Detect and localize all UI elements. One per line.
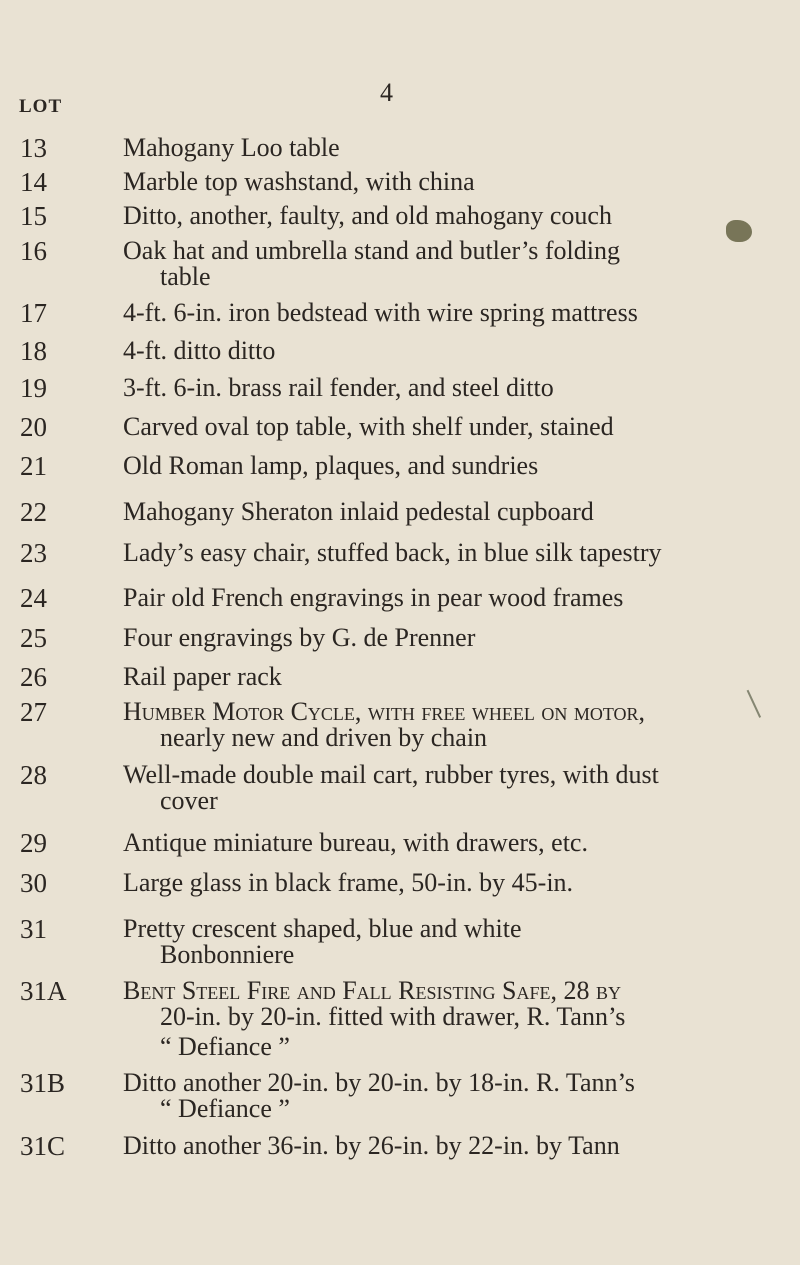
lot-number: 31 [20, 914, 47, 944]
lot-description-continued: Bonbonniere [160, 940, 295, 969]
lot-description: Mahogany Sheraton inlaid pedestal cupboard [123, 497, 594, 526]
lot-description: Old Roman lamp, plaques, and sundries [123, 451, 539, 480]
page-number: 4 [380, 78, 393, 107]
lot-number: 22 [20, 497, 47, 527]
lot-number: 29 [20, 828, 47, 858]
lot-number: 21 [20, 451, 47, 481]
lot-description: Antique miniature bureau, with drawers, etc. [123, 828, 588, 857]
lot-number: 24 [20, 583, 47, 613]
lot-description: Pair old French engravings in pear wood frames [123, 583, 624, 612]
lot-number: 25 [20, 623, 47, 653]
lot-number: 19 [20, 373, 47, 403]
lot-number: 17 [20, 298, 47, 328]
lot-number: 20 [20, 412, 47, 442]
lot-description: Mahogany Loo table [123, 133, 340, 162]
lot-number: 30 [20, 868, 47, 898]
lot-description: Rail paper rack [123, 662, 282, 691]
lot-number: 16 [20, 236, 47, 266]
lot-description: Bent Steel Fire and Fall Resisting Safe, 28 by [123, 976, 621, 1005]
lot-number: 26 [20, 662, 47, 692]
lot-column-header: LOT [19, 96, 63, 117]
lot-description-continued: nearly new and driven by chain [160, 723, 488, 752]
lot-number: 18 [20, 336, 47, 366]
lot-number: 31C [20, 1131, 66, 1161]
lot-description-continued: “ Defiance ” [160, 1032, 290, 1061]
lot-description: Lady’s easy chair, stuffed back, in blue silk tapestry [123, 538, 662, 567]
ink-stain-mark [726, 220, 752, 242]
lot-description: Well-made double mail cart, rubber tyres, with dust [123, 760, 659, 789]
lot-description-continued: cover [160, 786, 218, 815]
lot-description-continued: 20-in. by 20-in. fitted with drawer, R. Tann’s [160, 1002, 626, 1031]
lot-description: Ditto another 36-in. by 26-in. by 22-in. by Tann [123, 1131, 620, 1160]
lot-description: Carved oval top table, with shelf under, stained [123, 412, 614, 441]
lot-number: 31B [20, 1068, 66, 1098]
lot-description: Large glass in black frame, 50-in. by 45-in. [123, 868, 574, 897]
lot-number: 15 [20, 201, 47, 231]
lot-description: Ditto another 20-in. by 20-in. by 18-in. R. Tann’s [123, 1068, 635, 1097]
lot-number: 28 [20, 760, 47, 790]
lot-description: Humber Motor Cycle, with free wheel on motor, [123, 697, 646, 726]
lot-description: Ditto, another, faulty, and old mahogany couch [123, 201, 612, 230]
lot-description: 4-ft. ditto ditto [123, 336, 276, 365]
lot-description: Oak hat and umbrella stand and butler’s folding [123, 236, 621, 265]
lot-description: Four engravings by G. de Prenner [123, 623, 476, 652]
lot-description: 4-ft. 6-in. iron bedstead with wire spring mattress [123, 298, 638, 327]
lot-description-continued: table [160, 262, 211, 291]
lot-description: 3-ft. 6-in. brass rail fender, and steel ditto [123, 373, 554, 402]
lot-description: Marble top washstand, with china [123, 167, 475, 196]
lot-description-continued: “ Defiance ” [160, 1094, 290, 1123]
lot-number: 23 [20, 538, 47, 568]
lot-number: 31A [20, 976, 67, 1006]
lot-number: 27 [20, 697, 47, 727]
lot-number: 13 [20, 133, 47, 163]
lot-number: 14 [20, 167, 47, 197]
lot-description: Pretty crescent shaped, blue and white [123, 914, 522, 943]
